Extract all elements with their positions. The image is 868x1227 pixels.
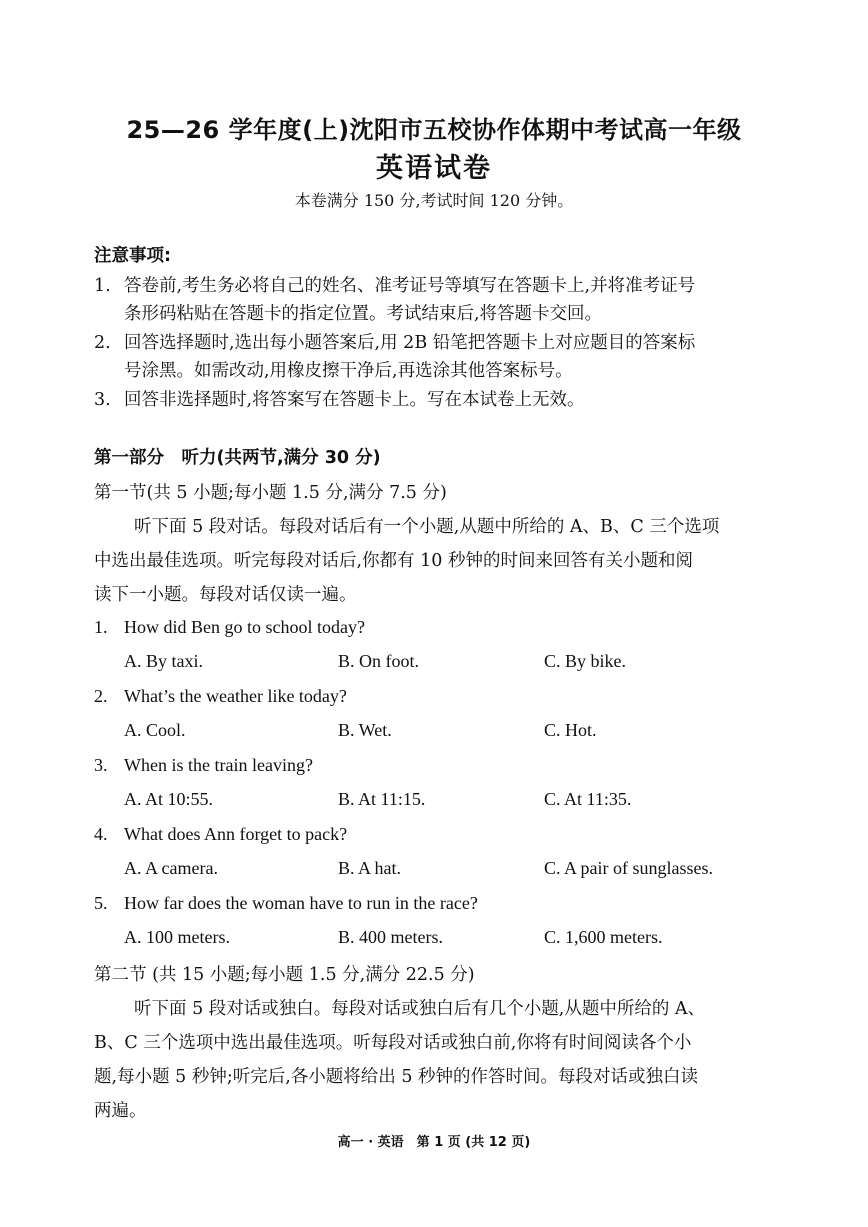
question-4: 4. What does Ann forget to pack? (94, 824, 348, 844)
option-a: A. By taxi. (124, 651, 203, 671)
option-c: C. Hot. (544, 720, 597, 740)
exam-title: 25—26 学年度(上)沈阳市五校协作体期中考试高一年级 (126, 116, 742, 144)
section2-instruction-line: B、C 三个选项中选出最佳选项。听每段对话或独白前,你将有时间阅读各个小 (94, 1033, 692, 1053)
section1-instruction-line: 听下面 5 段对话。每段对话后有一个小题,从题中所给的 A、B、C 三个选项 (134, 517, 720, 537)
option-a: A. At 10:55. (124, 789, 214, 809)
section1-instruction-line: 读下一小题。每段对话仅读一遍。 (94, 585, 357, 605)
option-a: A. 100 meters. (124, 927, 230, 947)
option-c: C. A pair of sunglasses. (544, 858, 713, 878)
page-footer: 高一 · 英语 第 1 页 (共 12 页) (337, 1135, 531, 1150)
section2-heading: 第二节 (共 15 小题;每小题 1.5 分,满分 22.5 分) (94, 965, 475, 985)
option-a: A. A camera. (124, 858, 218, 878)
option-b: B. A hat. (338, 858, 402, 878)
notice-item-3: 3. 回答非选择题时,将答案写在答题卡上。写在本试卷上无效。 (94, 390, 585, 410)
notice-item-1-cont: 条形码粘贴在答题卡的指定位置。考试结束后,将答题卡交回。 (124, 304, 603, 324)
option-b: B. Wet. (338, 720, 392, 740)
question-2: 2. What’s the weather like today? (94, 686, 347, 706)
exam-info: 本卷满分 150 分,考试时间 120 分钟。 (294, 191, 574, 210)
option-b: B. At 11:15. (338, 789, 426, 809)
option-c: C. 1,600 meters. (544, 927, 663, 947)
question-1: 1. How did Ben go to school today? (94, 617, 365, 637)
section2-instruction-line: 题,每小题 5 秒钟;听完后,各小题将给出 5 秒钟的作答时间。每段对话或独白读 (94, 1067, 699, 1087)
notice-heading: 注意事项: (94, 246, 171, 266)
option-c: C. By bike. (544, 651, 627, 671)
question-3: 3. When is the train leaving? (94, 755, 313, 775)
notice-item-1: 1. 答卷前,考生务必将自己的姓名、准考证号等填写在答题卡上,并将准考证号 (94, 276, 696, 296)
option-b: B. On foot. (338, 651, 419, 671)
notice-item-2-cont: 号涂黑。如需改动,用橡皮擦干净后,再选涂其他答案标号。 (124, 361, 573, 381)
option-b: B. 400 meters. (338, 927, 443, 947)
section1-instruction-line: 中选出最佳选项。听完每段对话后,你都有 10 秒钟的时间来回答有关小题和阅 (94, 551, 693, 571)
option-c: C. At 11:35. (544, 789, 632, 809)
option-a: A. Cool. (124, 720, 186, 740)
question-5: 5. How far does the woman have to run in the race? (94, 893, 478, 913)
section2-instruction-line: 两遍。 (94, 1101, 147, 1121)
notice-item-2: 2. 回答选择题时,选出每小题答案后,用 2B 铅笔把答题卡上对应题目的答案标 (94, 333, 696, 353)
section1-heading: 第一节(共 5 小题;每小题 1.5 分,满分 7.5 分) (94, 483, 447, 503)
subject-title: 英语试卷 (376, 153, 492, 184)
section2-instruction-line: 听下面 5 段对话或独白。每段对话或独白后有几个小题,从题中所给的 A、 (134, 999, 706, 1019)
part1-heading: 第一部分 听力(共两节,满分 30 分) (94, 448, 381, 468)
